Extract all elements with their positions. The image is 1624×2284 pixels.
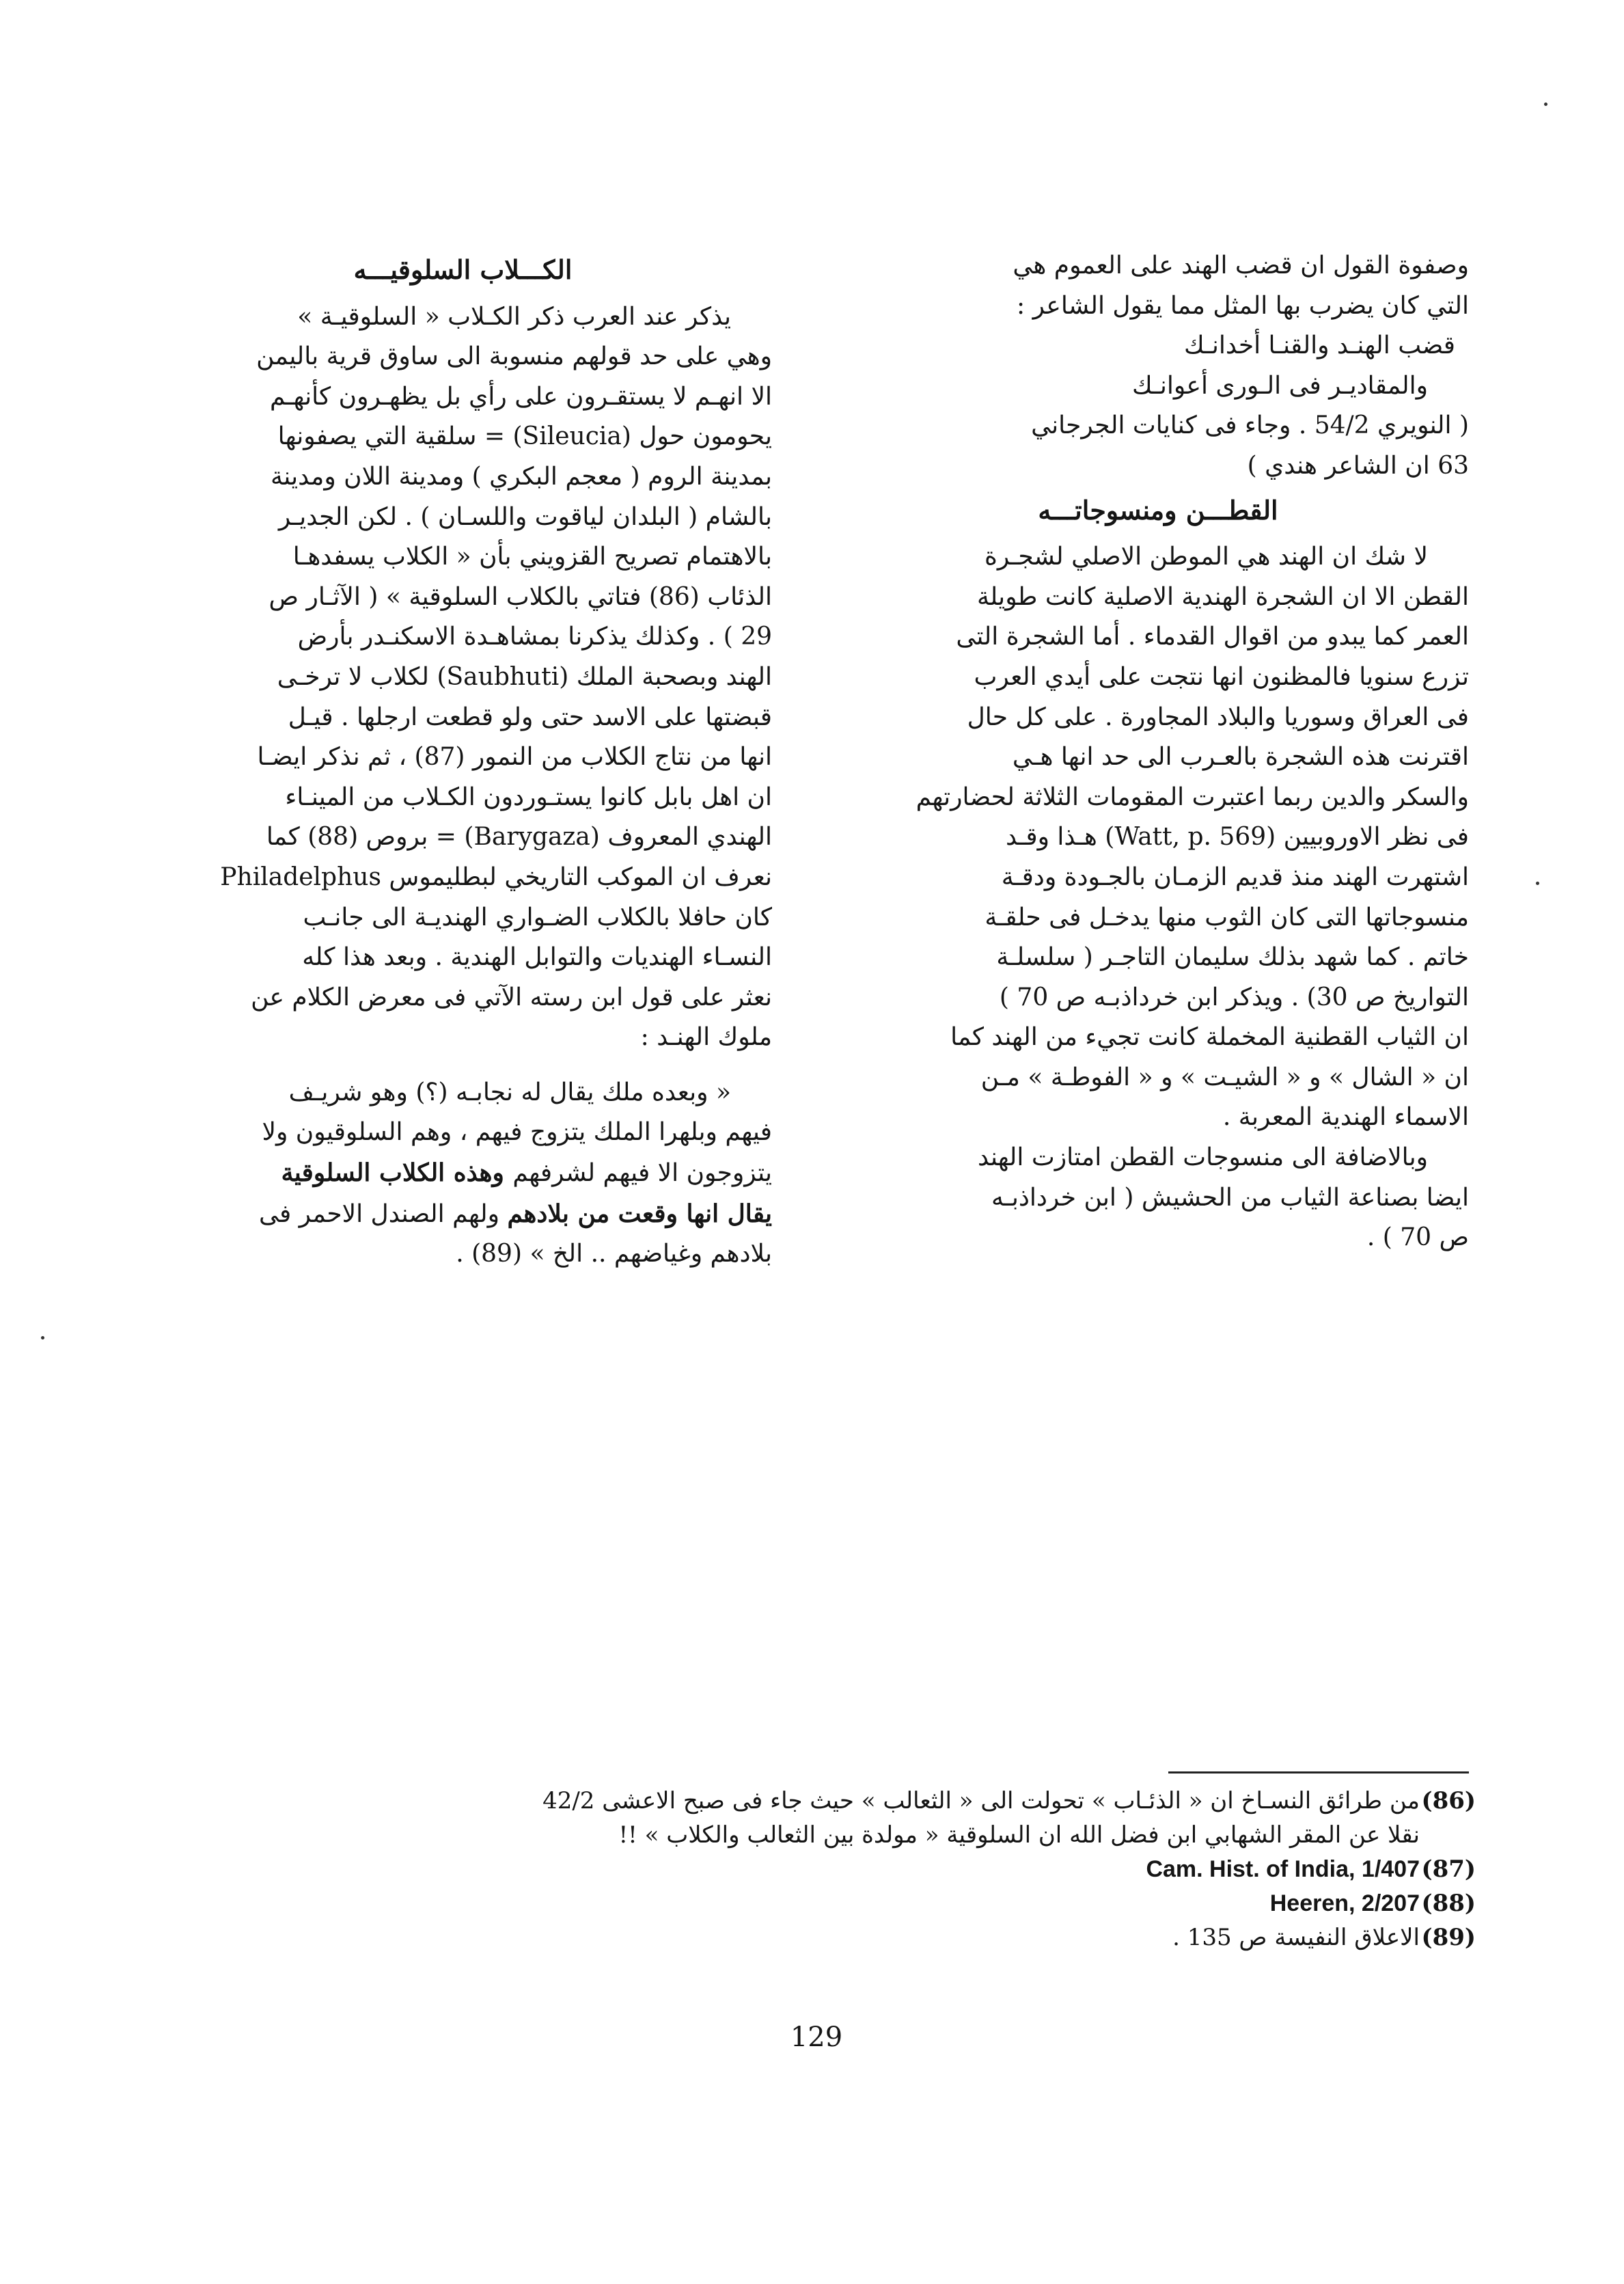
verse-line: والمقاديـر فى الـورى أعوانـك (1131, 371, 1428, 400)
text-line: التواريخ ص 30) . ويذكر ابن خرداذبـه ص 70 ) (999, 983, 1469, 1011)
verse-line: قضب الهنـد والقنـا أخدانـك (1184, 331, 1455, 360)
text-line: ( النويري 54/2 . وجاء فى كنايات الجرجاني (1031, 411, 1469, 440)
text-line: الذئاب (86) فتاتي بالكلاب السلوقية » ( الآثـار ص (269, 582, 772, 611)
quote-line: بلادهم وغياضهم .. الخ » (89) . (456, 1240, 772, 1268)
text-line: قبضتها على الاسد حتى ولو قطعت ارجلها . قيـل (288, 703, 772, 731)
left-column (154, 246, 772, 1275)
text-line: كان حافلا بالكلاب الضـواري الهنديـة الى جانـب (303, 903, 772, 932)
text-line: منسوجاتها التى كان الثوب منها يدخـل فى حلقـة (985, 903, 1469, 932)
text-line: تزرع سنويا فالمظنون انها نتجت على أيدي العرب (974, 662, 1469, 691)
footnote-text: نقلا عن المقر الشهابي ابن فضل الله ان السلوقية « مولدة بين الثعالب والكلاب » !! (618, 1821, 1420, 1849)
footnote-text: Cam. Hist. of India, 1/407 (1146, 1856, 1420, 1882)
right-column (847, 246, 1469, 1258)
text-line: الاسماء الهندية المعربة . (1222, 1103, 1469, 1132)
footnote-text: الاعلاق النفيسة ص 135 . (1172, 1924, 1420, 1951)
text-line: الا انهـم لا يستقـرون على رأي بل يظهـرون كأنهـم (269, 382, 772, 411)
footnote-number: (87) (1421, 1855, 1476, 1883)
quote-bold-text: وهذه الكلاب السلوقية (281, 1158, 513, 1188)
quote-line: « وبعده ملك يقال له نجابـه (؟) وهو شريـف (288, 1078, 731, 1106)
text-line: وصفوة القول ان قضب الهند على العموم هي (1013, 251, 1469, 280)
text-line: 63 ان الشاعر هندي ) (1247, 451, 1469, 480)
text-line: العمر كما يبدو من اقوال القدماء . أما الشجرة التى (956, 623, 1469, 651)
text-line: بمدينة الروم ( معجم البكري ) ومدينة اللان ومدينة (270, 462, 772, 491)
text-line: انها من نتاج الكلاب من النمور (87) ، ثم نذكر ايضـا (257, 743, 772, 772)
text-line: ايضا بصناعة الثياب من الحشيش ( ابن خرداذبـه (991, 1183, 1469, 1212)
text-line: وبالاضافة الى منسوجات القطن امتازت الهند (978, 1143, 1428, 1172)
text-line: القطن الا ان الشجرة الهندية الاصلية كانت طويلة (976, 582, 1469, 611)
quote-line: فيهم وبلهرا الملك يتزوج فيهم ، وهم السلوقيون ولا (262, 1118, 772, 1147)
page-number: 129 (790, 2022, 843, 2053)
text-line: فى نظر الاوروبيين (Watt, p. 569) هـذا وقـد (1005, 823, 1469, 852)
text-line: ان الثياب القطنية المخملة كانت تجيء من الهند كما (950, 1023, 1469, 1052)
text-line: اشتهرت الهند منذ قديم الزمـان بالجـودة ودقـة (1001, 862, 1469, 891)
quote-text: ولهم الصندل الاحمر فى (258, 1199, 508, 1228)
text-line: بالاهتمام تصريح القزويني بأن « الكلاب يسفدهـا (292, 543, 772, 571)
footnote-87 (191, 1852, 1476, 1886)
text-line: يذكر عند العرب ذكر الكـلاب « السلوقيـة » (297, 302, 731, 331)
footnote-number: (89) (1421, 1924, 1476, 1951)
text-line: النسـاء الهنديات والتوابل الهندية . وبعد هذا كله (302, 943, 772, 972)
scan-speck (1544, 103, 1547, 106)
quote-line (154, 1194, 772, 1235)
footnote-89 (191, 1920, 1476, 1955)
text-line: بالشام ( البلدان لياقوت واللسـان ) . لكن الجديـر (278, 502, 772, 531)
text-line: ان « الشال » و « الشيـت » و « الفوطـة » مـن (980, 1063, 1469, 1091)
text-line: وهي على حد قولهم منسوبة الى ساوق قرية باليمن (256, 342, 772, 371)
scan-speck (41, 1336, 44, 1340)
footnote-text: من طرائق النسـاخ ان « الذئـاب » تحولت الى « الثعالب » حيث جاء فى صبح الاعشى 42/2 (542, 1787, 1420, 1814)
text-line: ص 70 ) . (1366, 1223, 1469, 1252)
footnote-number: (86) (1421, 1787, 1476, 1814)
text-line: والسكر والدين ربما اعتبرت المقومات الثلاثة لحضارتهم (916, 783, 1469, 811)
section-heading-dogs: الكـــلاب السلوقيـــه (353, 254, 573, 285)
text-line: فى العراق وسوريا والبلاد المجاورة . على كل حال (967, 703, 1469, 731)
text-line: اقترنت هذه الشجرة بالعـرب الى حد انها هـي (1012, 743, 1469, 772)
quote-text: يتزوجون الا فيهم لشرفهم (512, 1159, 772, 1188)
text-line: نعرف ان الموكب التاريخي لبطليموس Philadelphus (220, 862, 772, 891)
footnote-88 (191, 1886, 1476, 1920)
quote-bold-text: يقال انها وقعت من بلادهم (507, 1199, 772, 1228)
text-line: لا شك ان الهند هي الموطن الاصلي لشجـرة (985, 543, 1428, 571)
footnote-86 (191, 1784, 1476, 1818)
footnote-number: (88) (1421, 1890, 1476, 1917)
text-line: 29 ) . وكذلك يذكرنا بمشاهـدة الاسكنـدر بأرض (297, 623, 772, 651)
text-line: نعثر على قول ابن رسته الآتي فى معرض الكلام عن (251, 983, 772, 1011)
footnote-separator (1168, 1771, 1469, 1773)
footnote-text: Heeren, 2/207 (1269, 1890, 1420, 1916)
text-line: الهند وبصحبة الملك (Saubhuti) لكلاب لا ترخـى (277, 662, 772, 691)
text-line: ان اهل بابل كانوا يستـوردون الكـلاب من المينـاء (285, 783, 772, 811)
scan-speck (1536, 882, 1539, 885)
section-heading-cotton: القطـــن ومنسوجاتـــه (1038, 494, 1278, 526)
text-line: خاتم . كما شهد بذلك سليمان التاجـر ( سلسلـة (996, 943, 1469, 972)
quote-line (154, 1153, 772, 1194)
text-line: يحومون حول (Sileucia) = سلقية التي يصفونها (277, 422, 772, 451)
text-line: التي كان يضرب بها المثل مما يقول الشاعر : (1017, 291, 1469, 320)
footnotes (191, 1784, 1476, 1955)
text-line: ملوك الهنـد : (640, 1023, 772, 1052)
text-line: الهندي المعروف (Barygaza) = بروص (88) كما (266, 823, 772, 852)
